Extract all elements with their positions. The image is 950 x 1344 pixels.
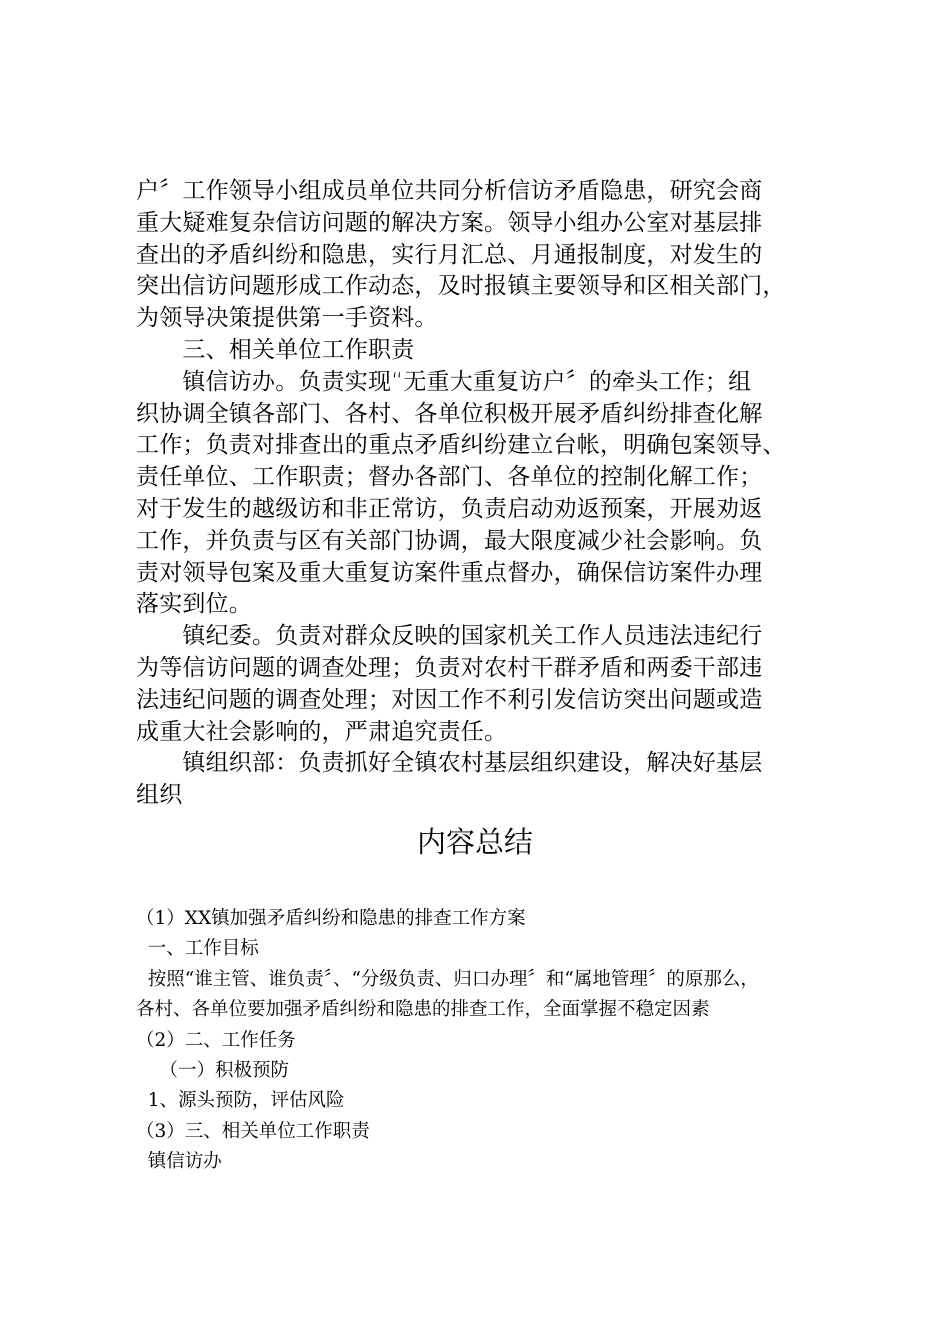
- body-line: 对于发生的越级访和非正常访，负责启动劝返预案，开展劝返: [136, 495, 763, 522]
- body-line: 织协调全镇各部门、各村、各单位积极开展矛盾纠纷排查化解: [136, 400, 763, 427]
- summary-line: （一）积极预防: [136, 1059, 290, 1081]
- body-line: 镇信访办。负责实现“无重大重复访户〞的牵头工作；组: [136, 368, 752, 395]
- summary-line: 按照“谁主管、谁负责〞、“分级负责、归口办理〞和“属地管理〞的原那么，: [136, 968, 759, 990]
- summary-list: [136, 904, 836, 1178]
- body-line: 为等信访问题的调查处理；负责对农村干群矛盾和两委干部违: [136, 654, 763, 681]
- body-line: 组织: [136, 782, 183, 809]
- body-line: 法违纪问题的调查处理；对因工作不利引发信访突出问题或造: [136, 686, 763, 713]
- body-line: 落实到位。: [136, 591, 252, 618]
- summary-line: （3）三、相关单位工作职责: [136, 1120, 370, 1142]
- body-line: 突出信访问题形成工作动态，及时报镇主要领导和区相关部门，: [136, 273, 786, 300]
- summary-title: 内容总结: [416, 825, 533, 859]
- summary-line: 各村、各单位要加强矛盾纠纷和隐患的排查工作，全面掌握不稳定因素: [136, 999, 710, 1021]
- body-line: 责对领导包案及重大重复访案件重点督办，确保信访案件办理: [136, 559, 763, 586]
- body-line: 工作，并负责与区有关部门协调，最大限度减少社会影响。负: [136, 527, 763, 554]
- body-line: 镇纪委。负责对群众反映的国家机关工作人员违法违纪行: [136, 623, 763, 650]
- body-line: 户〞工作领导小组成员单位共同分析信访矛盾隐患，研究会商: [136, 178, 763, 204]
- body-line: 重大疑难复杂信访问题的解决方案。领导小组办公室对基层排: [136, 209, 763, 236]
- body-line: 责任单位、工作职责；督办各部门、各单位的控制化解工作；: [136, 464, 763, 491]
- summary-line: 一、工作目标: [136, 938, 259, 960]
- body-line: 查出的矛盾纠纷和隐患，实行月汇总、月通报制度，对发生的: [136, 241, 763, 268]
- body-text: [136, 176, 826, 812]
- summary-line: （1）XX镇加强矛盾纠纷和隐患的排查工作方案: [136, 908, 526, 929]
- body-line: 为领导决策提供第一手资料。: [136, 305, 438, 332]
- section-heading: 三、相关单位工作职责: [136, 336, 415, 363]
- summary-line: （2）二、工作任务: [136, 1029, 296, 1051]
- summary-line: 1、源头预防，评估风险: [136, 1090, 345, 1112]
- summary-line: 镇信访办: [136, 1151, 222, 1173]
- body-line: 工作；负责对排查出的重点矛盾纠纷建立台帐，明确包案领导、: [136, 432, 786, 459]
- body-line: 成重大社会影响的，严肃追究责任。: [136, 718, 508, 745]
- body-line: 镇组织部：负责抓好全镇农村基层组织建设，解决好基层: [136, 750, 763, 777]
